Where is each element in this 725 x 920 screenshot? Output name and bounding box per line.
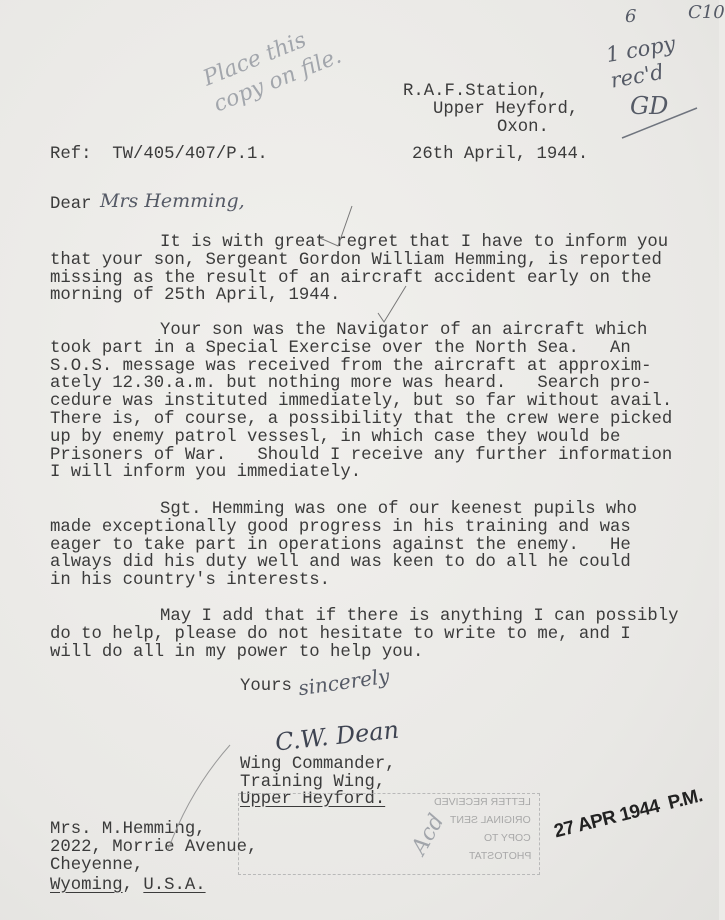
recipient-state-country: Wyoming, U.S.A.: [50, 876, 206, 895]
signatory-unit: Training Wing,: [240, 773, 386, 792]
text-line: Your son was the Navigator of an aircraft which: [160, 321, 648, 340]
text-line: missing as the result of an aircraft accident early on the: [50, 268, 652, 288]
closing-handwritten: sincerely: [296, 663, 391, 701]
stamp-line: LETTER RECEIVED: [434, 796, 531, 808]
text-line: that your son, Sergeant Gordon William Hemming, is reported: [50, 250, 662, 270]
recipient-city: Cheyenne,: [50, 856, 144, 875]
tick-mark-icon: [378, 286, 406, 322]
text-line: May I add that if there is anything I can possibly: [160, 607, 679, 626]
recipient-country: U.S.A.: [143, 876, 206, 895]
stamp-line: ORIGINAL SENT: [450, 814, 531, 826]
text-line: do to help, please do not hesitate to write to me, and I: [50, 624, 631, 644]
stamp-line: COPY TO: [484, 832, 531, 844]
text-line: S.O.S. message was received from the aircraft at approxim-: [50, 356, 652, 376]
salutation: Dear: [50, 195, 92, 214]
corner-code: C10: [688, 2, 725, 23]
letterhead-location: Upper Heyford,: [433, 100, 579, 119]
pencil-note: Place this copy on file.: [199, 27, 346, 118]
text-line: Prisoners of War. Should I receive any further information: [50, 445, 673, 465]
stamp-initials: Acd: [406, 809, 450, 860]
text-line: eager to take part in operations against the enemy. He: [50, 535, 631, 555]
initials: GD: [630, 92, 669, 120]
closing: Yours: [240, 677, 292, 696]
text-line: in his country's interests.: [50, 571, 331, 591]
initials-underline: [622, 108, 697, 138]
tick-mark-icon: [320, 206, 352, 246]
letter-date: 26th April, 1944.: [412, 145, 589, 164]
text-line: took part in a Special Exercise over the North Sea. An: [50, 338, 631, 358]
text-line: always did his duty well and was keen to do all he could: [50, 553, 631, 573]
text-line: ately 12.30.a.m. but nothing more was heard. Search pro-: [50, 374, 652, 394]
recipient-name: Mrs. M.Hemming,: [50, 820, 206, 839]
text-line: morning of 25th April, 1944.: [50, 286, 341, 306]
letterhead-station: R.A.F.Station,: [403, 82, 549, 101]
salutation-handwritten: Mrs Hemming,: [100, 190, 245, 212]
text-line: will do all in my power to help you.: [50, 642, 424, 662]
signature: C.W. Dean: [273, 715, 401, 757]
signatory-place: Upper Heyford.: [240, 790, 386, 809]
pencil-stroke: [168, 745, 230, 850]
text-line: Sgt. Hemming was one of our keenest pupils who: [160, 500, 638, 519]
copy-received-note: 1 copy rec'd: [604, 31, 678, 93]
corner-number: 6: [625, 6, 637, 27]
text-line: I will inform you immediately.: [50, 463, 362, 483]
stamp-line: PHOTOSTAT: [468, 850, 531, 862]
text-line: cedure was instituted immediately, but so far without avail.: [50, 392, 673, 412]
text-line: made exceptionally good progress in his training and was: [50, 517, 631, 537]
text-line: There is, of course, a possibility that the crew were picked: [50, 409, 673, 429]
recipient-state: Wyoming: [50, 876, 123, 895]
recipient-street: 2022, Morrie Avenue,: [50, 838, 258, 857]
text-line: up by enemy patrol vessesl, in which case they would be: [50, 427, 621, 447]
text-line: It is with great regret that I have to inform you: [160, 233, 669, 252]
letterhead-county: Oxon.: [497, 118, 549, 137]
reference-number: Ref: TW/405/407/P.1.: [50, 145, 268, 164]
signatory-title: Wing Commander,: [240, 755, 396, 774]
date-received-stamp: 27 APR 1944 P.M.: [552, 785, 705, 843]
